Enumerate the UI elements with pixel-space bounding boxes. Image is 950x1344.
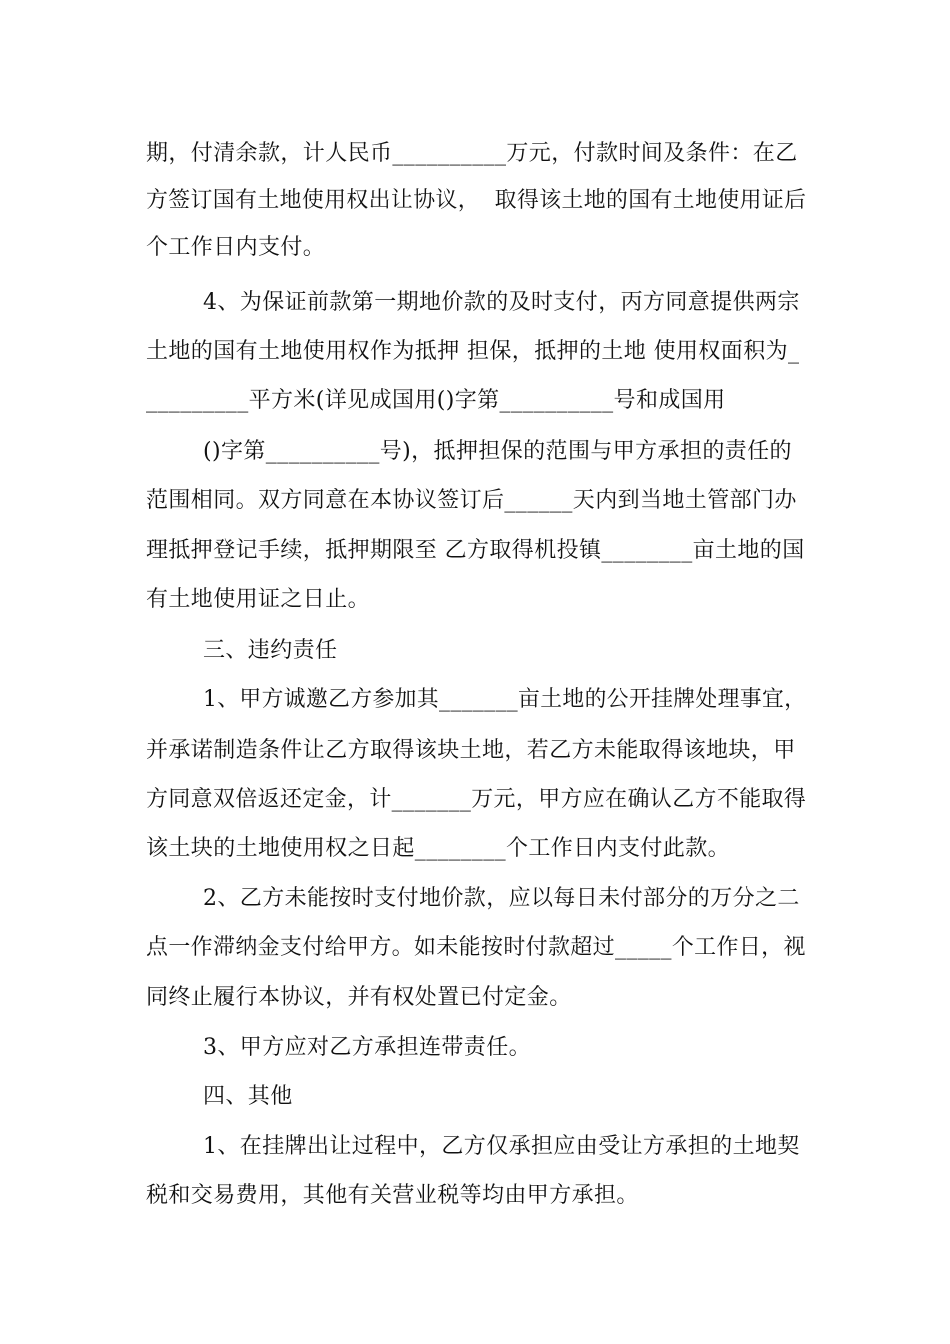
text-line: 1、甲方诚邀乙方参加其_______亩土地的公开挂牌处理事宜， bbox=[203, 687, 807, 712]
text-line: 4、为保证前款第一期地价款的及时支付，丙方同意提供两宗 bbox=[203, 290, 800, 315]
text-line: ()字第__________号)，抵押担保的范围与甲方承担的责任的 bbox=[203, 439, 792, 464]
text-line: 点一作滞纳金支付给甲方。如未能按时付款超过_____个工作日，视 bbox=[146, 935, 806, 960]
text-line: 并承诺制造条件让乙方取得该块土地，若乙方未能取得该地块，甲 bbox=[146, 738, 796, 763]
section-heading: 四、其他 bbox=[203, 1084, 293, 1109]
text-line: 方同意双倍返还定金，计_______万元，甲方应在确认乙方不能取得 bbox=[146, 787, 807, 812]
text-line: 税和交易费用，其他有关营业税等均由甲方承担。 bbox=[146, 1183, 639, 1208]
text-line: 土地的国有土地使用权作为抵押 担保，抵押的土地 使用权面积为_ bbox=[146, 339, 800, 364]
text-line: _________平方米(详见成国用()字第__________号和成国用 bbox=[146, 388, 726, 413]
text-line: 个工作日内支付。 bbox=[146, 235, 326, 260]
text-line: 同终止履行本协议，并有权处置已付定金。 bbox=[146, 985, 572, 1010]
text-line: 有土地使用证之日止。 bbox=[146, 587, 371, 612]
section-heading: 三、违约责任 bbox=[203, 638, 338, 663]
text-line: 范围相同。双方同意在本协议签订后______天内到当地土管部门办 bbox=[146, 488, 797, 513]
text-line: 方签订国有土地使用权出让协议， 取得该土地的国有土地使用证后 bbox=[146, 188, 807, 213]
text-line: 该土块的土地使用权之日起________个工作日内支付此款。 bbox=[146, 836, 731, 861]
text-line: 期，付清余款，计人民币__________万元，付款时间及条件：在乙 bbox=[146, 141, 798, 166]
text-line: 3、甲方应对乙方承担连带责任。 bbox=[203, 1035, 531, 1060]
text-line: 1、在挂牌出让过程中，乙方仅承担应由受让方承担的土地契 bbox=[203, 1134, 800, 1159]
text-line: 理抵押登记手续，抵押期限至 乙方取得机投镇________亩土地的国 bbox=[146, 538, 805, 563]
text-line: 2、乙方未能按时支付地价款，应以每日未付部分的万分之二 bbox=[203, 886, 800, 911]
